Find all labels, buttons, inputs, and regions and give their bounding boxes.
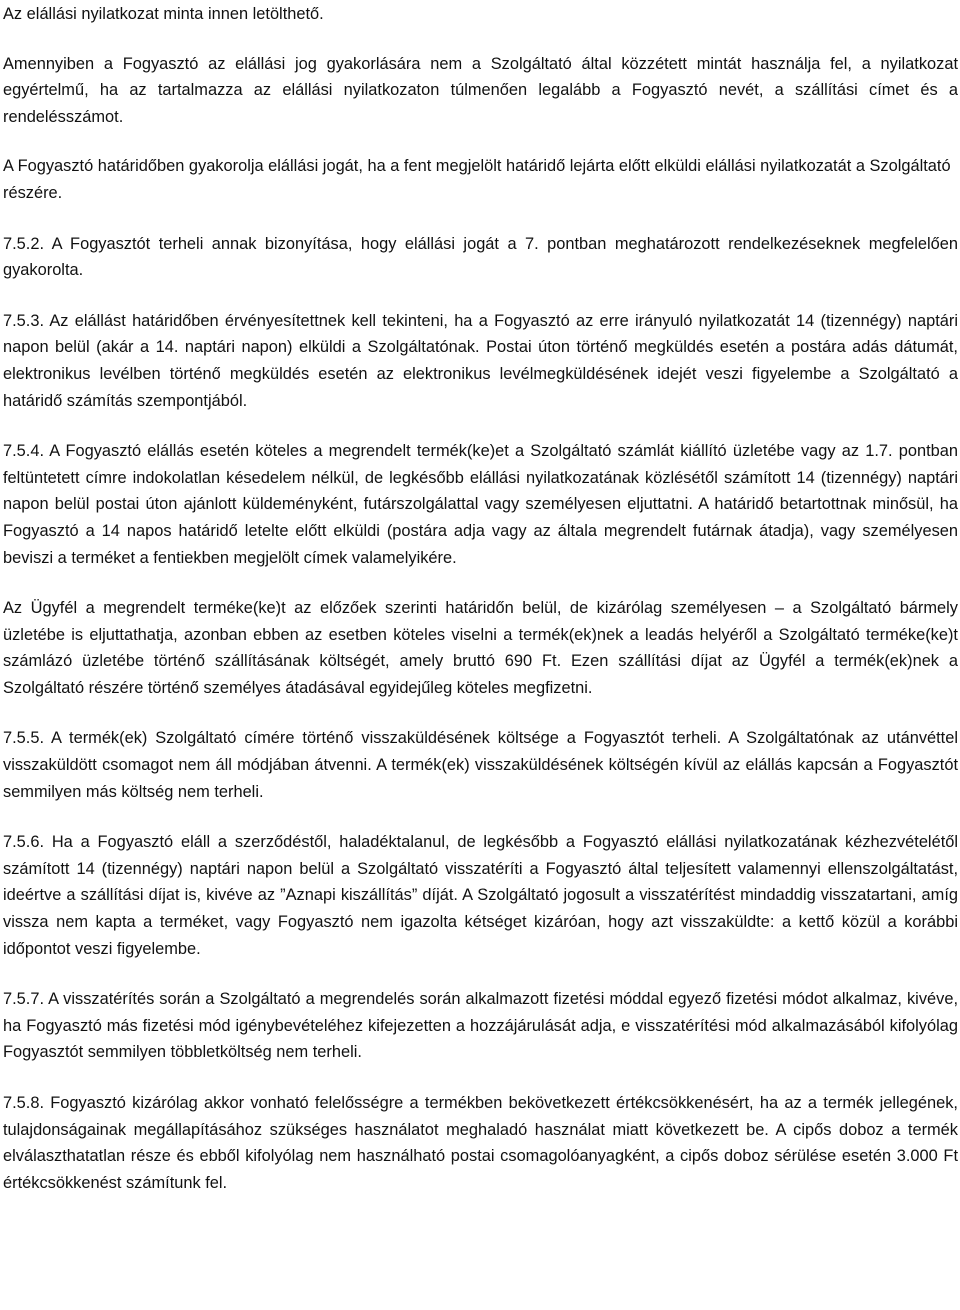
- paragraph-7-5-8: 7.5.8. Fogyasztó kizárólag akkor vonható felelősségre a termékben bekövetkezett értékcsökkenésért, ha az a termék jellegének, tulajdonságainak megállapításához szükséges használatot meghaladó használat miatt következett be. A cipős doboz a termék elválaszthatatlan része és ebből kifolyólag nem használható postai csomagolóanyagként, a cipős doboz sérülése esetén 3.000 Ft értékcsökkenést számítunk fel.: [3, 1094, 958, 1192]
- paragraph-7-5-6: 7.5.6. Ha a Fogyasztó eláll a szerződéstől, haladéktalanul, de legkésőbb a Fogyasztó elállási nyilatkozatának kézhezvételétől számított 14 (tizennégy) naptári napon belül a Szolgáltató visszatéríti a Fogyasztó által teljesített valamennyi ellenszolgáltatást, ideértve a szállítási díjat is, kivéve az ”Aznapi kiszállítás” díját. A Szolgáltató jogosult a visszatérítést mindaddig visszatartani, amíg vissza nem kapta a terméket, vagy Fogyasztó nem igazolta kétséget kizáróan, hogy azt visszaküldte: a kettő közül a korábbi időpontot veszi figyelembe.: [3, 833, 958, 958]
- paragraph-7-5-5: 7.5.5. A termék(ek) Szolgáltató címére történő visszaküldésének költsége a Fogyasztót terheli. A Szolgáltatónak az utánvéttel visszaküldött csomagot nem áll módjában átvenni. A termék(ek) visszaküldésének költségén kívül az elállás kapcsán a Fogyasztót semmilyen más költség nem terheli.: [3, 729, 958, 801]
- paragraph-7-5-2: 7.5.2. A Fogyasztót terheli annak bizonyítása, hogy elállási jogát a 7. pontban meghatározott rendelkezéseknek megfelelően gyakorolta.: [3, 234, 958, 280]
- paragraph-7-5-4: 7.5.4. A Fogyasztó elállás esetén köteles a megrendelt termék(ke)et a Szolgáltató számlát kiállító üzletébe vagy az 1.7. pontban feltüntetett címre indokolatlan késedelem nélkül, de legkésőbb elállási nyilatkozatának közlésétől számított 14 (tizennégy) naptári napon belül postai úton ajánlott küldeményként, futárszolgálattal vagy személyesen eljuttatni. A határidő betartottnak minősül, ha Fogyasztó a 14 napos határidő letelte előtt elküldi (postára adja vagy az általa megrendelt futárnak átadja), vagy személyesen beviszi a terméket a fentiekben megjelölt címek valamelyikére.: [3, 442, 958, 567]
- document-page: [3, 0, 958, 1196]
- paragraph-timely-withdrawal: A Fogyasztó határidőben gyakorolja elállási jogát, ha a fent megjelölt határidő lejárta előtt elküldi elállási nyilatkozatát a Szolgáltató részére.: [3, 157, 951, 202]
- download-notice: Az elállási nyilatkozat minta innen letölthető.: [3, 5, 324, 23]
- paragraph-custom-withdrawal-statement: Amennyiben a Fogyasztó az elállási jog gyakorlására nem a Szolgáltató által közzétett mintát használja fel, a nyilatkozat egyértelmű, ha az tartalmazza az elállási nyilatkozaton túlmenően legalább a Fogyasztó nevét, a szállítási címet és a rendelésszámot.: [3, 54, 958, 126]
- paragraph-personal-return: Az Ügyfél a megrendelt terméke(ke)t az előzőek szerinti határidőn belül, de kizárólag személyesen – a Szolgáltató bármely üzletébe is eljuttathatja, azonban ebben az esetben köteles viselni a termék(ek)nek a leadás helyéről a Szolgáltató terméke(ke)t számlázó üzletébe történő szállításának költségét, amely bruttó 690 Ft. Ezen szállítási díjat az Ügyfél a termék(ek)nek a Szolgáltató részére történő személyes átadásával egyidejűleg köteles megfizetni.: [3, 599, 958, 697]
- paragraph-7-5-7: 7.5.7. A visszatérítés során a Szolgáltató a megrendelés során alkalmazott fizetési móddal egyező fizetési módot alkalmaz, kivéve, ha Fogyasztó más fizetési mód igénybevételéhez kifejezetten a hozzájárulását adja, e visszatérítési mód alkalmazásából kifolyólag Fogyasztót semmilyen többletköltség nem terheli.: [3, 990, 958, 1062]
- paragraph-7-5-3: 7.5.3. Az elállást határidőben érvényesítettnek kell tekinteni, ha a Fogyasztó az erre irányuló nyilatkozatát 14 (tizennégy) naptári napon belül (akár a 14. naptári napon) elküldi a Szolgáltatónak. Postai úton történő megküldés esetén a postára adás dátumát, elektronikus levélben történő megküldés esetén az elektronikus levélmegküldésének idejét veszi figyelembe a Szolgáltató a határidő számítás szempontjából.: [3, 311, 958, 410]
